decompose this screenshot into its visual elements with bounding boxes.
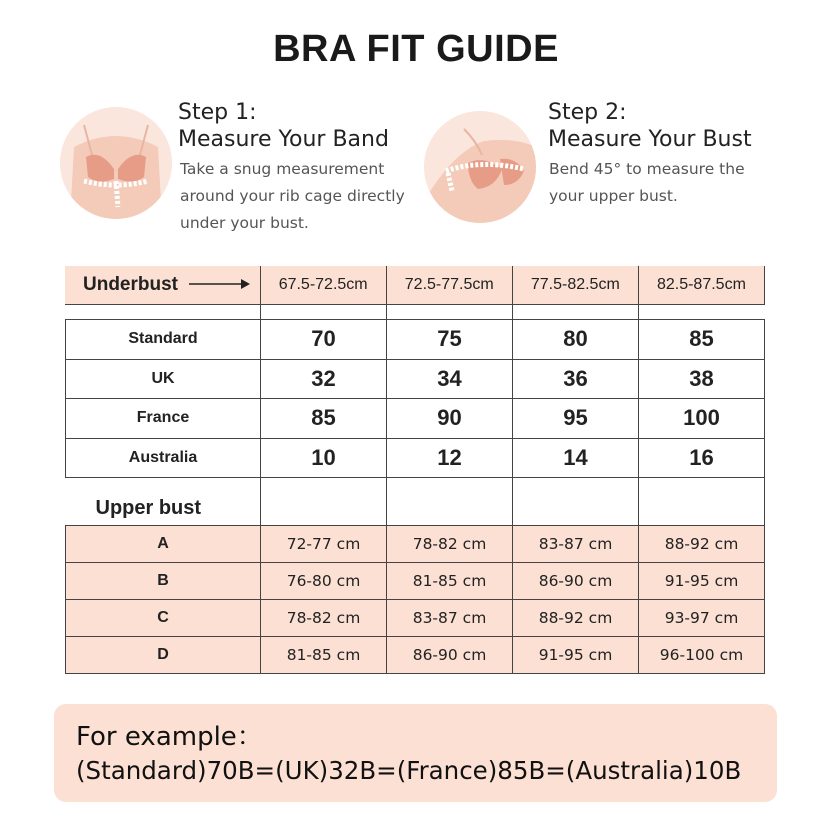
table-row — [66, 637, 765, 674]
step-2-heading: Step 2: — [548, 100, 627, 125]
step-1-description — [180, 156, 405, 237]
column-divider-lines — [0, 304, 832, 320]
empty-cell — [387, 478, 513, 526]
underbust-range: 82.5-87.5cm — [638, 266, 764, 304]
cup-label: C — [66, 600, 261, 637]
cup-label: D — [66, 637, 261, 674]
size-value: 90 — [387, 399, 513, 439]
underbust-range: 77.5-82.5cm — [512, 266, 638, 304]
cup-range: 91-95 cm — [639, 563, 765, 600]
empty-cell — [639, 478, 765, 526]
cup-range: 81-85 cm — [387, 563, 513, 600]
upper-bust-label: Upper bust — [95, 497, 202, 519]
empty-cell — [261, 478, 387, 526]
table-row — [66, 563, 765, 600]
cup-label: A — [66, 526, 261, 563]
step-2-description — [549, 156, 745, 210]
size-value: 70 — [261, 320, 387, 360]
step-1-description-line: under your bust. — [180, 214, 309, 232]
example-text: (Standard)70B=(UK)32B=(France)85B=(Australia)10B — [76, 756, 742, 785]
empty-cell — [513, 478, 639, 526]
page-title: BRA FIT GUIDE — [273, 28, 559, 70]
table-row — [66, 359, 765, 399]
row-label: UK — [66, 359, 261, 399]
cup-range: 83-87 cm — [387, 600, 513, 637]
cup-range: 78-82 cm — [261, 600, 387, 637]
cup-range: 81-85 cm — [261, 637, 387, 674]
step-2-description-line: Bend 45° to measure the — [549, 160, 745, 178]
table-row — [66, 526, 765, 563]
underbust-row — [65, 266, 765, 304]
size-conversion-table — [65, 319, 765, 674]
size-value: 16 — [639, 438, 765, 478]
cup-range: 91-95 cm — [513, 637, 639, 674]
underbust-header-table — [65, 266, 765, 305]
cup-range: 78-82 cm — [387, 526, 513, 563]
underbust-range: 67.5-72.5cm — [260, 266, 386, 304]
size-value: 85 — [261, 399, 387, 439]
table-row — [66, 320, 765, 360]
cup-range: 76-80 cm — [261, 563, 387, 600]
bust-measure-illustration — [424, 111, 536, 223]
size-value: 32 — [261, 359, 387, 399]
table-row — [66, 600, 765, 637]
size-value: 36 — [513, 359, 639, 399]
step-2-description-line: your upper bust. — [549, 187, 678, 205]
step-1-subheading: Measure Your Band — [178, 127, 389, 152]
cup-label: B — [66, 563, 261, 600]
cup-range: 93-97 cm — [639, 600, 765, 637]
size-value: 34 — [387, 359, 513, 399]
upper-bust-header-row — [66, 478, 765, 526]
cup-range: 86-90 cm — [387, 637, 513, 674]
table-row — [66, 399, 765, 439]
row-label: Australia — [66, 438, 261, 478]
size-value: 10 — [261, 438, 387, 478]
example-heading: For example： — [76, 722, 263, 752]
band-measure-illustration — [60, 107, 172, 219]
cup-range: 86-90 cm — [513, 563, 639, 600]
step-1-description-line: Take a snug measurement — [180, 160, 385, 178]
size-value: 95 — [513, 399, 639, 439]
size-value: 100 — [639, 399, 765, 439]
cup-range: 96-100 cm — [639, 637, 765, 674]
row-label: France — [66, 399, 261, 439]
step-1-description-line: around your rib cage directly — [180, 187, 405, 205]
size-value: 14 — [513, 438, 639, 478]
size-value: 38 — [639, 359, 765, 399]
cup-range: 72-77 cm — [261, 526, 387, 563]
size-value: 85 — [639, 320, 765, 360]
cup-range: 88-92 cm — [513, 600, 639, 637]
cup-range: 83-87 cm — [513, 526, 639, 563]
arrow-right-icon — [189, 274, 251, 296]
size-value: 75 — [387, 320, 513, 360]
underbust-label-text: Underbust — [83, 273, 178, 295]
size-value: 12 — [387, 438, 513, 478]
example-box — [54, 704, 777, 802]
table-row — [66, 438, 765, 478]
underbust-range: 72.5-77.5cm — [386, 266, 512, 304]
underbust-label — [65, 266, 260, 304]
cup-range: 88-92 cm — [639, 526, 765, 563]
step-2-subheading: Measure Your Bust — [548, 127, 752, 152]
row-label: Standard — [66, 320, 261, 360]
size-value: 80 — [513, 320, 639, 360]
step-1-heading: Step 1: — [178, 100, 257, 125]
